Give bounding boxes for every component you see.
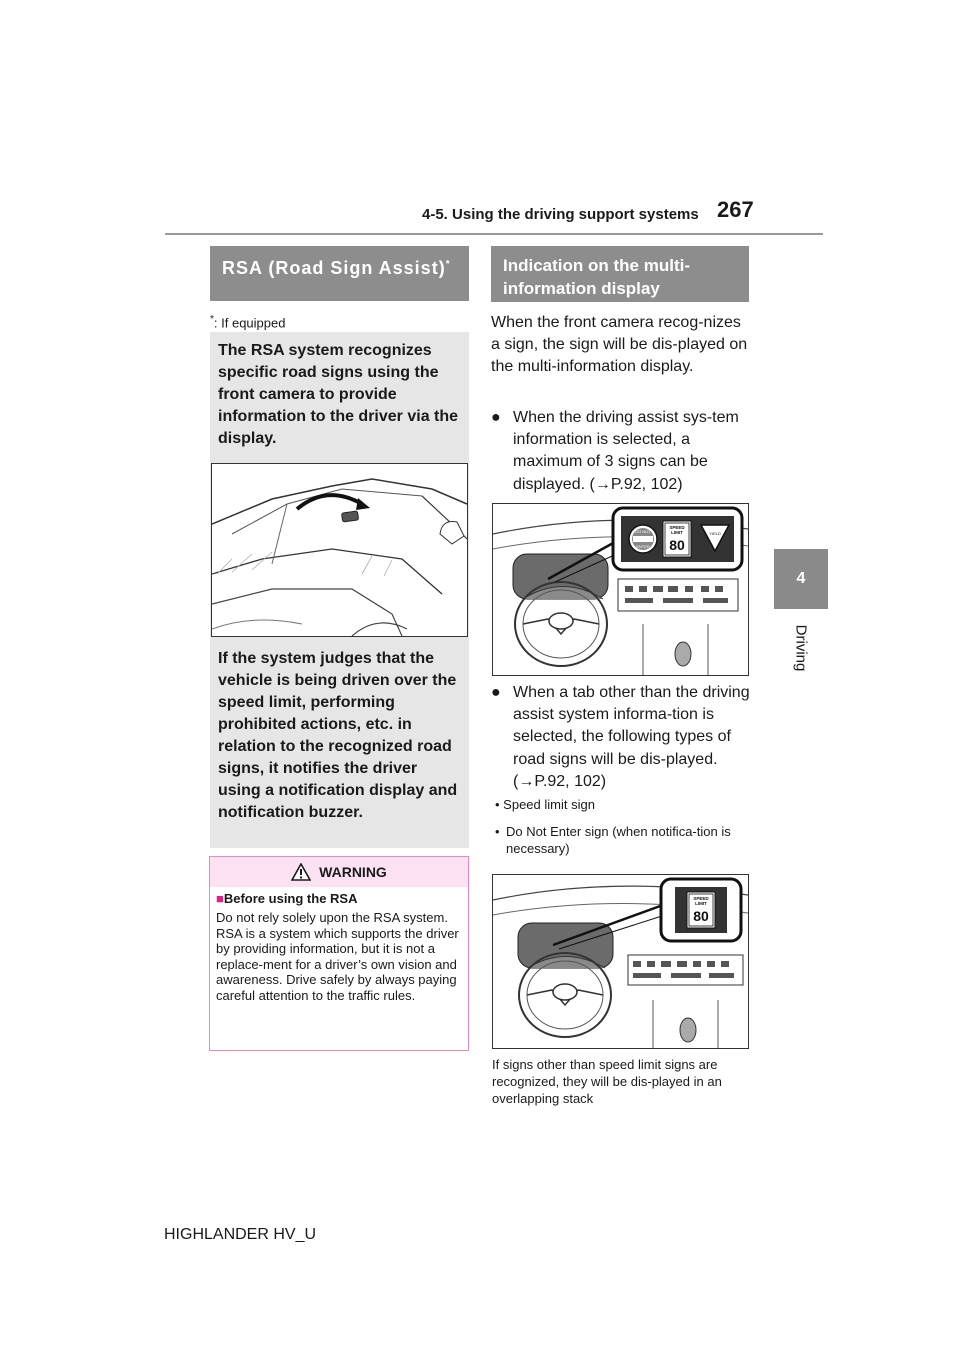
footnote-mark: * — [210, 314, 214, 325]
windshield-camera-illustration — [211, 463, 468, 637]
chapter-label-text: Driving — [792, 624, 810, 672]
sub-bullet: • Speed limit sign — [495, 797, 595, 812]
model-footer: HIGHLANDER HV_U — [164, 1226, 317, 1243]
sub-bullet-dot: • — [495, 824, 500, 839]
dashboard-drawing-2 — [493, 875, 748, 1048]
bullet-item — [491, 407, 753, 496]
car-drawing — [212, 464, 467, 636]
warning-subheading — [216, 891, 357, 906]
header-rule — [165, 233, 823, 235]
sign-speed: SPEED — [693, 896, 709, 901]
chapter-label — [781, 620, 821, 676]
sign-enter: ENTER — [636, 544, 650, 549]
warning-title: WARNING — [319, 864, 387, 880]
rsa-heading-text: RSA (Road Sign Assist) — [222, 258, 446, 278]
page-number: 267 — [717, 197, 754, 222]
display-intro: When the front camera recog-nizes a sign, the sign will be dis-played on the multi-information display. — [491, 314, 748, 376]
sign-limit: LIMIT — [695, 901, 707, 906]
rsa-heading — [210, 246, 469, 301]
dashboard-drawing-1 — [493, 504, 748, 675]
chapter-number: 4 — [796, 570, 806, 587]
warning-subheading-text: Before using the RSA — [223, 891, 358, 906]
sign-do-not: DO NOT — [635, 529, 651, 534]
sub-bullet — [495, 823, 755, 857]
sign-value: 80 — [669, 537, 685, 553]
section-title: 4-5. Using the driving support systems — [422, 206, 699, 223]
bullet-item — [491, 682, 753, 793]
warning-text: Do not rely solely upon the RSA system. RSA is a system which supports the driver by providing information, but it is not a replace-ment for a driver’s own vision and awareness. Drive safely by always paying careful attention to the traffic rules. — [216, 910, 459, 1003]
warning-icon — [291, 863, 311, 881]
sign-yield: YIELD — [709, 531, 721, 536]
footnote-text: : If equipped — [213, 315, 286, 331]
bullet-dot-icon: ● — [491, 409, 501, 426]
chapter-tab — [774, 549, 828, 609]
sub-bullet-text: Speed limit sign — [503, 797, 595, 812]
sign-speed: SPEED — [669, 525, 685, 530]
rsa-notification: If the system judges that the vehicle is being driven over the speed limit, performing prohibited actions, etc. in relation to the recognized road signs, it notifies the driver using a notification display and notification buzzer. — [218, 650, 458, 821]
bullet-dot-icon: ● — [491, 684, 501, 701]
bullet-text: When the driving assist sys-tem information is selected, a maximum of 3 signs can be displayed. (→P.92, 102) — [513, 409, 739, 493]
bullet-text: When a tab other than the driving assist system informa-tion is selected, the following types of road signs will be dis-played. (→P.92, 102) — [513, 684, 750, 790]
display-heading: Indication on the multi-information display — [491, 246, 749, 302]
rsa-intro: The RSA system recognizes specific road signs using the front camera to provide information to the driver via the display. — [218, 342, 459, 447]
figure-caption: If signs other than speed limit signs are recognized, they will be dis-played in an overlapping stack — [492, 1057, 722, 1106]
dashboard-three-signs-illustration — [492, 503, 749, 676]
dashboard-speed-sign-illustration — [492, 874, 749, 1049]
sign-value: 80 — [693, 908, 709, 924]
sub-bullet-text: Do Not Enter sign (when notifica-tion is necessary) — [506, 824, 731, 856]
heading-asterisk: * — [445, 259, 451, 270]
warning-header — [210, 857, 468, 887]
footnote — [210, 314, 285, 330]
sign-limit: LIMIT — [671, 530, 683, 535]
square-bullet-icon: ■ — [216, 891, 224, 906]
